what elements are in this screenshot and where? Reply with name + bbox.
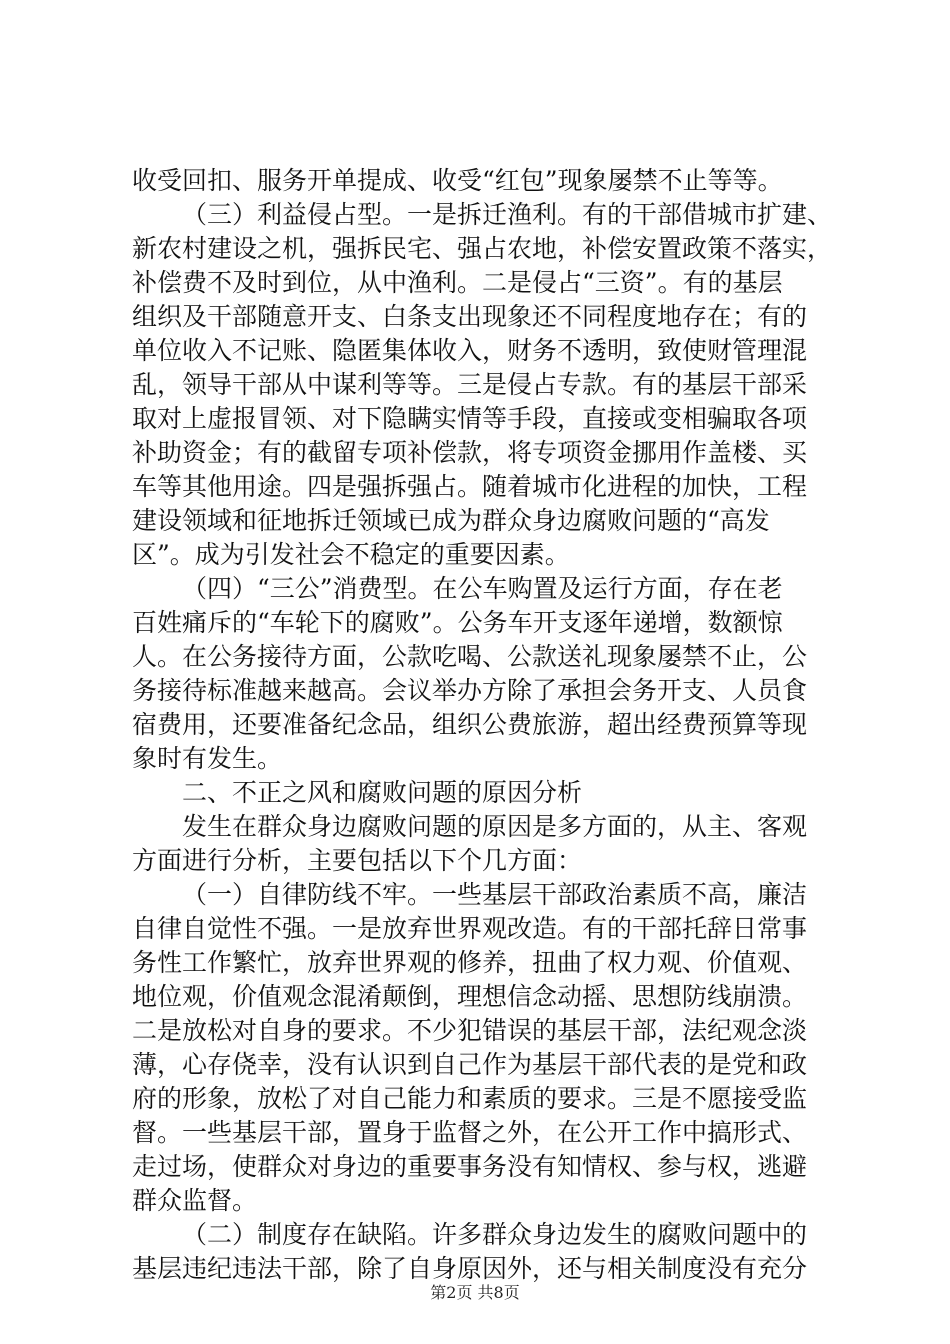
text-line: 收受回扣、服务开单提成、收受“红包”现象屡禁不止等等。 — [132, 166, 783, 195]
text-line: 方面进行分析，主要包括以下个几方面： — [132, 846, 583, 875]
text-line: 督。一些基层干部，置身于监督之外，在公开工作中搞形式、 — [132, 1118, 808, 1147]
text-line: 薄，心存侥幸，没有认识到自己作为基层干部代表的是党和政 — [132, 1050, 808, 1079]
text-line: 府的形象，放松了对自己能力和素质的要求。三是不愿接受监 — [132, 1084, 808, 1113]
text-line: （三）利益侵占型。一是拆迁渔利。有的干部借城市扩建、 — [182, 200, 833, 229]
text-line: 百姓痛斥的“车轮下的腐败”。公务车开支逐年递增，数额惊 — [132, 608, 783, 637]
text-line: 新农村建设之机，强拆民宅、强占农地，补偿安置政策不落实， — [132, 234, 833, 263]
section-heading: 二、不正之风和腐败问题的原因分析 — [182, 778, 583, 807]
text-line: （一）自律防线不牢。一些基层干部政治素质不高，廉洁 — [182, 880, 808, 909]
text-line: 群众监督。 — [132, 1186, 258, 1215]
text-line: 车等其他用途。四是强拆强占。随着城市化进程的加快，工程 — [132, 472, 808, 501]
text-line: 区”。成为引发社会不稳定的重要因素。 — [132, 540, 570, 569]
text-line: （四）“三公”消费型。在公车购置及运行方面，存在老 — [182, 574, 783, 603]
document-body — [132, 164, 832, 1286]
text-line: 宿费用，还要准备纪念品，组织公费旅游，超出经费预算等现 — [132, 710, 808, 739]
text-line: 建设领域和征地拆迁领域已成为群众身边腐败问题的“高发 — [132, 506, 770, 535]
text-line: 补助资金；有的截留专项补偿款，将专项资金挪用作盖楼、买 — [132, 438, 808, 467]
text-line: 乱，领导干部从中谋利等等。三是侵占专款。有的基层干部采 — [132, 370, 808, 399]
text-line: 发生在群众身边腐败问题的原因是多方面的，从主、客观 — [182, 812, 808, 841]
text-line: 象时有发生。 — [132, 744, 283, 773]
text-line: 取对上虚报冒领、对下隐瞒实情等手段，直接或变相骗取各项 — [132, 404, 808, 433]
text-line: 二是放松对自身的要求。不少犯错误的基层干部，法纪观念淡 — [132, 1016, 808, 1045]
text-line: 人。在公务接待方面，公款吃喝、公款送礼现象屡禁不止，公 — [132, 642, 808, 671]
text-line: 基层违纪违法干部，除了自身原因外，还与相关制度没有充分 — [132, 1254, 808, 1283]
text-line: 走过场，使群众对身边的重要事务没有知情权、参与权，逃避 — [132, 1152, 808, 1181]
text-line: 自律自觉性不强。一是放弃世界观改造。有的干部托辞日常事 — [132, 914, 808, 943]
page-number-footer: 第2页 共8页 — [430, 1283, 520, 1302]
text-line: 补偿费不及时到位，从中渔利。二是侵占“三资”。有的基层 — [132, 268, 783, 297]
text-line: 务性工作繁忙，放弃世界观的修养，扭曲了权力观、价值观、 — [132, 948, 808, 977]
text-line: 务接待标准越来越高。会议举办方除了承担会务开支、人员食 — [132, 676, 808, 705]
text-line: 地位观，价值观念混淆颠倒，理想信念动摇、思想防线崩溃。 — [132, 982, 808, 1011]
text-line: （二）制度存在缺陷。许多群众身边发生的腐败问题中的 — [182, 1220, 808, 1249]
text-line: 组织及干部随意开支、白条支出现象还不同程度地存在；有的 — [132, 302, 808, 331]
text-line: 单位收入不记账、隐匿集体收入，财务不透明，致使财管理混 — [132, 336, 808, 365]
